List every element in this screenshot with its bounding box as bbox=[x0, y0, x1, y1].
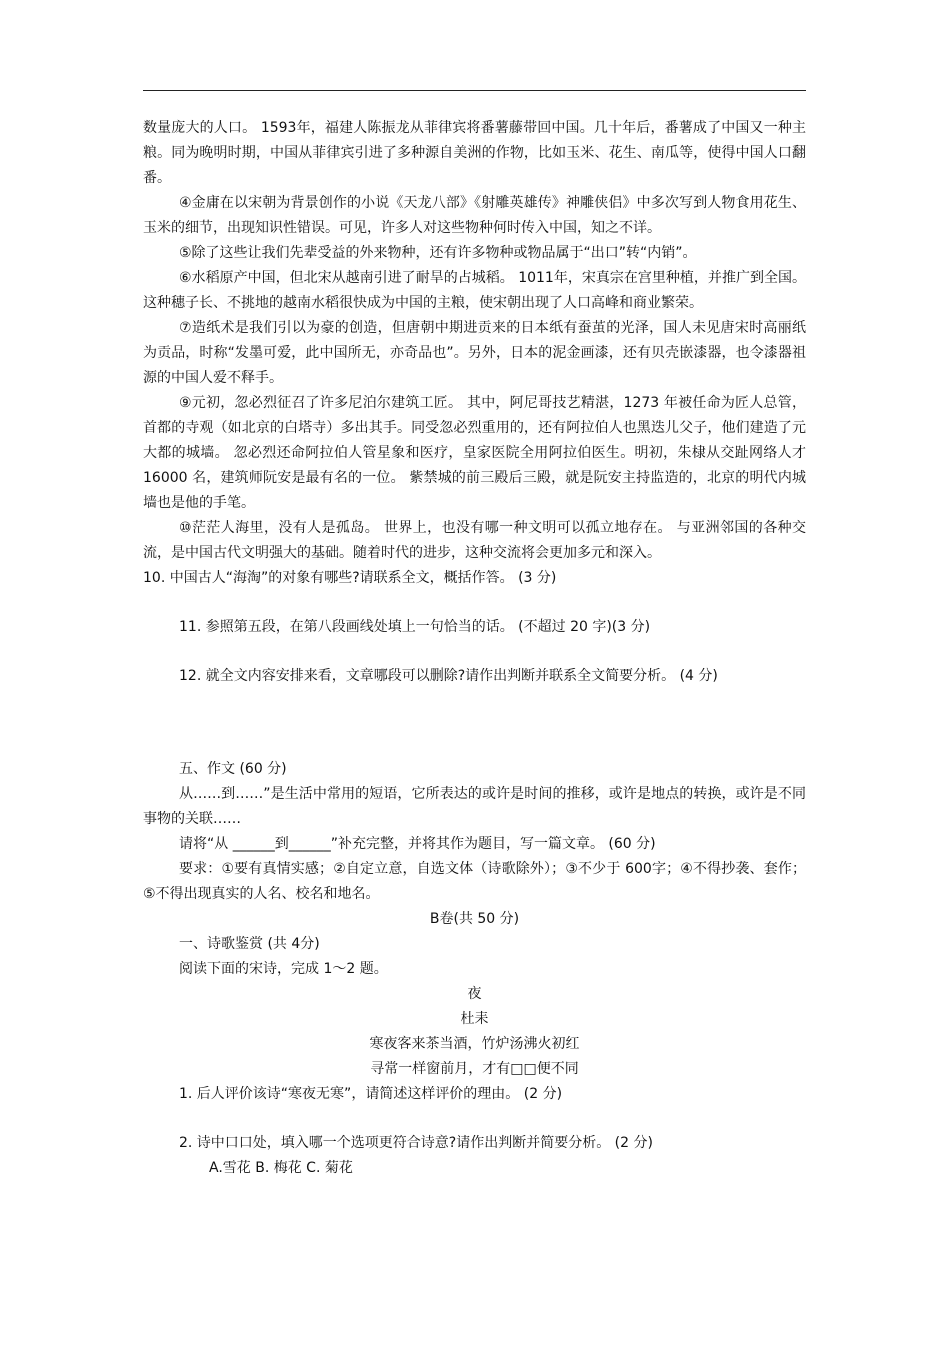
header-rule bbox=[143, 90, 806, 91]
poetry-options: A.雪花 B. 梅花 C. 菊花 bbox=[209, 1160, 353, 1176]
poem-author: 杜耒 bbox=[460, 1011, 489, 1027]
paragraph-6: ⑥水稻原产中国，但北宋从越南引进了耐旱的占城稻。 1011年，宋真宗在宫里种植，并推广到全国。这种穗子长、不挑地的越南水稻很快成为中国的主粮，使宋朝出现了人口高峰和商业繁荣。 bbox=[143, 270, 806, 311]
poem-line-1: 寒夜客来茶当酒，竹炉汤沸火初红 bbox=[369, 1036, 580, 1052]
poetry-question-1: 1. 后人评价该诗“寒夜无寒”，请简述这样评价的理由。 (2 分) bbox=[179, 1086, 563, 1102]
question-12: 12. 就全文内容安排来看，文章哪段可以删除?请作出判断并联系全文简要分析。 (4 分) bbox=[179, 668, 718, 684]
question-11: 11. 参照第五段，在第八段画线处填上一句恰当的话。 (不超过 20 字)(3 分) bbox=[179, 619, 651, 635]
poem-line-2: 寻常一样窗前月，才有□□便不同 bbox=[370, 1061, 579, 1077]
essay-intro: 从……到……”是生活中常用的短语，它所表达的或许是时间的推移，或许是地点的转换，或许是不同事物的关联…… bbox=[143, 786, 806, 827]
poetry-section-heading: 一、诗歌鉴赏 (共 4分) bbox=[179, 936, 320, 952]
paragraph-7: ⑦造纸术是我们引以为豪的创造，但唐朝中期进贡来的日本纸有蚕茧的光泽，国人未见唐宋时高丽纸为贡品，时称“发墨可爱，此中国所无，亦奇品也”。另外，日本的泥金画漆，还有贝壳嵌漆器，也令漆器祖源的中国人爱不释手。 bbox=[143, 320, 806, 386]
question-10: 10. 中国古人“海淘”的对象有哪些?请联系全文，概括作答。 (3 分) bbox=[143, 570, 557, 586]
poem-title: 夜 bbox=[467, 986, 482, 1002]
poetry-question-2: 2. 诗中口口处，填入哪一个选项更符合诗意?请作出判断并简要分析。 (2 分) bbox=[179, 1135, 653, 1151]
poetry-lead: 阅读下面的宋诗，完成 1～2 题。 bbox=[179, 961, 388, 977]
paragraph-10: ⑩茫茫人海里，没有人是孤岛。 世界上，也没有哪一种文明可以孤立地存在。 与亚洲邻国的各种交流，是中国古代文明强大的基础。随着时代的进步，这种交流将会更加多元和深入。 bbox=[143, 520, 806, 561]
essay-requirements: 要求：①要有真情实感；②自定立意，自选文体（诗歌除外）；③不少于 600字；④不得抄袭、套作；⑤不得出现真实的人名、校名和地名。 bbox=[143, 861, 806, 902]
part-b-title: B卷(共 50 分) bbox=[429, 911, 520, 927]
paragraph-4: ④金庸在以宋朝为背景创作的小说《天龙八部》《射雕英雄传》神雕侠侣》中多次写到人物食用花生、玉米的细节，出现知识性错误。可见，许多人对这些物种何时传入中国，知之不详。 bbox=[143, 195, 806, 236]
essay-task: 请将“从 ______到______”补充完整，并将其作为题目，写一篇文章。 (60 分) bbox=[179, 836, 656, 852]
paragraph-9: ⑨元初，忽必烈征召了许多尼泊尔建筑工匠。 其中，阿尼哥技艺精湛，1273 年被任命为匠人总管，首都的寺观（如北京的白塔寺）多出其手。同受忽必烈重用的，还有阿拉伯人也黑迭儿父子，他们建造了元大都的城墙。 忽必烈还命阿拉伯人管星象和医疗，皇家医院全用阿拉伯医生。明初，朱棣从交趾网络人才 16000 名，建筑师阮安是最有名的一位。 紫禁城的前三殿后三殿，就是阮安主持监造的，北京的明代内城墙也是他的手笔。 bbox=[143, 395, 806, 511]
essay-heading: 五、作文 (60 分) bbox=[179, 761, 287, 777]
paragraph-5: ⑤除了这些让我们先辈受益的外来物种，还有许多物种或物品属于“出口”转“内销”。 bbox=[179, 245, 697, 261]
paragraph-3-continued: 数量庞大的人口。 1593年，福建人陈振龙从菲律宾将番薯藤带回中国。几十年后，番薯成了中国又一种主粮。同为晚明时期，中国从菲律宾引进了多种源自美洲的作物，比如玉米、花生、南瓜等，使得中国人口翻番。 bbox=[143, 120, 806, 186]
document-body bbox=[143, 116, 806, 1181]
